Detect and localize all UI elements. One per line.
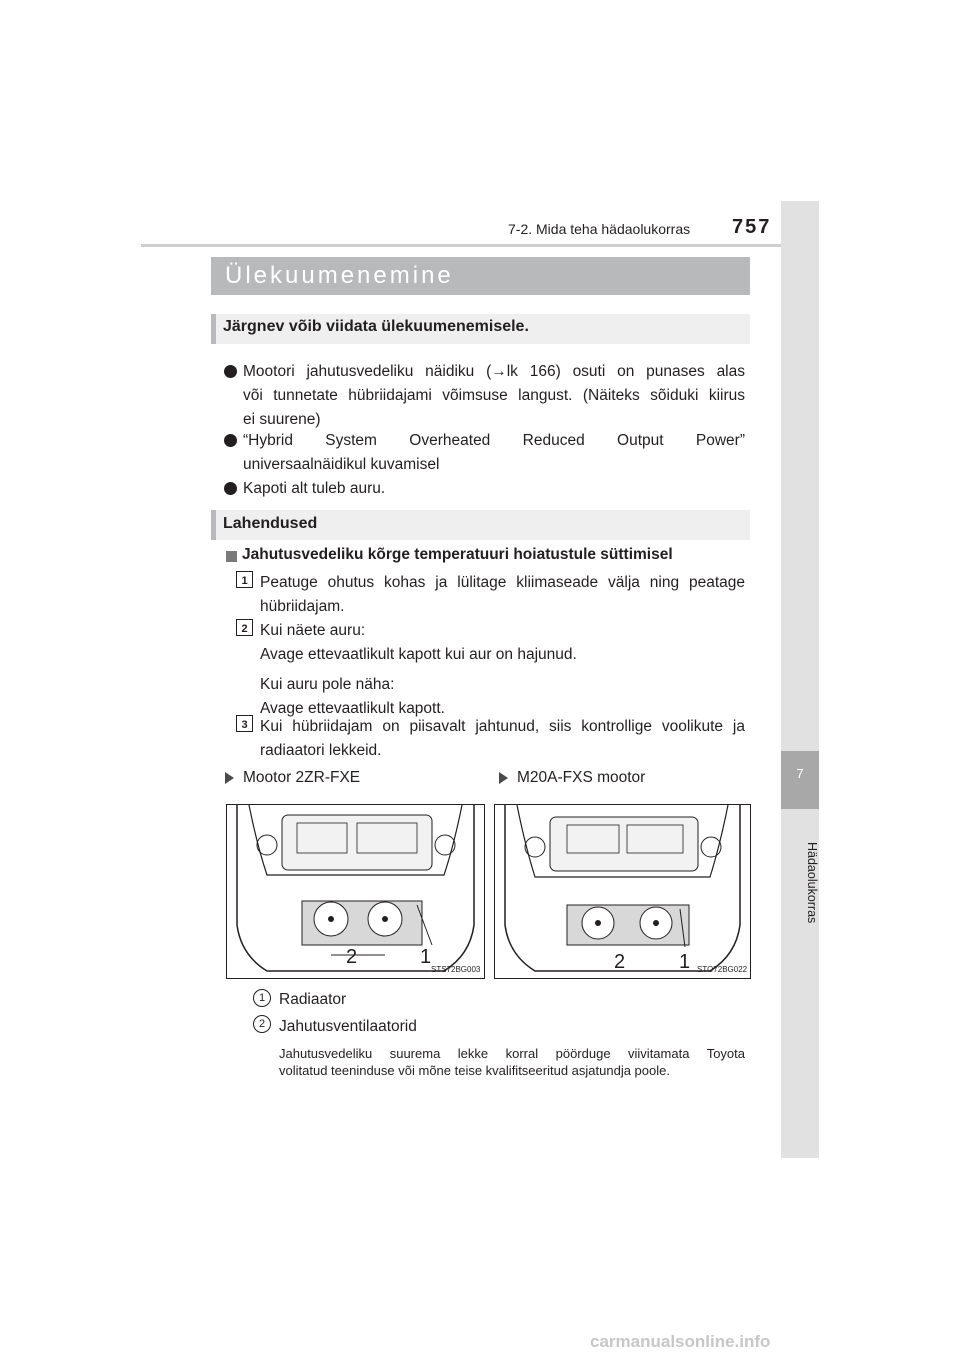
figure-1-code: STS72BG003	[431, 965, 481, 974]
page-title: Ülekuumenemine	[225, 262, 454, 289]
step-2-text	[260, 619, 745, 721]
figure-1-callout-1: 1	[420, 946, 432, 968]
chapter-label: Hädaolukorras	[805, 842, 819, 924]
step-1-line-2: hübriidajam.	[260, 598, 345, 615]
legend-label-cooling-fans: Jahutusventilaatorid	[279, 1018, 417, 1035]
bullet-icon	[224, 482, 237, 495]
bullet-icon	[224, 365, 237, 378]
step-3-text	[260, 715, 745, 763]
step-3-line-2: radiaatori lekkeid.	[260, 742, 382, 759]
step-3-line-1: Kui hübriidajam on piisavalt jahtunud, siis kontrollige voolikute ja	[260, 718, 745, 735]
solutions-heading: Lahendused	[223, 515, 318, 532]
chapter-side-tab	[781, 201, 819, 1158]
figure-1-caption: Mootor 2ZR-FXE	[243, 769, 361, 786]
section-header: 7-2. Mida teha hädaolukorras	[508, 221, 691, 237]
step-number-2: 2	[236, 619, 253, 636]
figure-2-code: STO72BG022	[697, 965, 748, 974]
step-number-1: 1	[236, 571, 253, 588]
symptom-item-2-line-1: “Hybrid System Overheated Reduced Output Power”	[243, 432, 745, 449]
chapter-number: 7	[796, 766, 804, 781]
note-text	[279, 1045, 745, 1079]
legend-number-1: 1	[253, 989, 271, 1007]
step-2-line-1: Kui näete auru:	[260, 622, 366, 639]
note-line-1: Jahutusvedeliku suurema lekke korral pöörduge viivitamata Toyota	[279, 1046, 745, 1061]
symptom-item-1	[243, 360, 745, 432]
symptom-item-1-line-3: ei suurene)	[243, 411, 321, 428]
legend-number-2: 2	[253, 1015, 271, 1033]
step-1-text	[260, 571, 745, 619]
symptoms-heading: Järgnev võib viidata ülekuumenemisele.	[223, 318, 529, 335]
header-rule	[141, 244, 819, 247]
symptom-item-2	[243, 429, 745, 477]
solutions-heading-edge	[211, 510, 216, 540]
symptom-item-1-line-2: või tunnetate hübriidajami võimsuse langust. (Näiteks sõiduki kiirus	[243, 387, 745, 404]
figure-2-caption: M20A-FXS mootor	[517, 769, 646, 786]
step-2-line-4: Avage ettevaatlikult kapott.	[260, 700, 445, 717]
caption-triangle-icon	[499, 772, 508, 784]
step-1-line-1: Peatuge ohutus kohas ja lülitage kliimaseade välja ning peatage	[260, 574, 745, 591]
symptom-item-3: Kapoti alt tuleb auru.	[243, 480, 386, 497]
legend-label-radiator: Radiaator	[279, 991, 347, 1008]
step-2-line-3: Kui auru pole näha:	[260, 676, 395, 693]
symptoms-heading-edge	[211, 314, 216, 344]
symptom-item-2-line-2: universaalnäidikul kuvamisel	[243, 456, 440, 473]
caption-triangle-icon	[225, 772, 234, 784]
bullet-icon	[224, 434, 237, 447]
warning-title: Jahutusvedeliku kõrge temperatuuri hoiatustule süttimisel	[242, 546, 673, 563]
note-line-2: volitatud teeninduse või mõne teise kvalifitseeritud asjatundja poole.	[279, 1063, 670, 1078]
step-number-3: 3	[236, 715, 253, 732]
figure-2-callout-1: 1	[679, 951, 691, 973]
page-number: 757	[732, 216, 772, 238]
watermark: carmanualsonline.info	[590, 1332, 771, 1351]
step-2-line-2: Avage ettevaatlikult kapott kui aur on hajunud.	[260, 646, 577, 663]
figure-1-callout-2: 2	[346, 946, 358, 968]
figure-2-callout-2: 2	[614, 951, 626, 973]
square-bullet-icon	[226, 551, 237, 562]
symptom-item-1-line-1: Mootori jahutusvedeliku näidiku (→lk 166) osuti on punases alas	[243, 363, 745, 380]
